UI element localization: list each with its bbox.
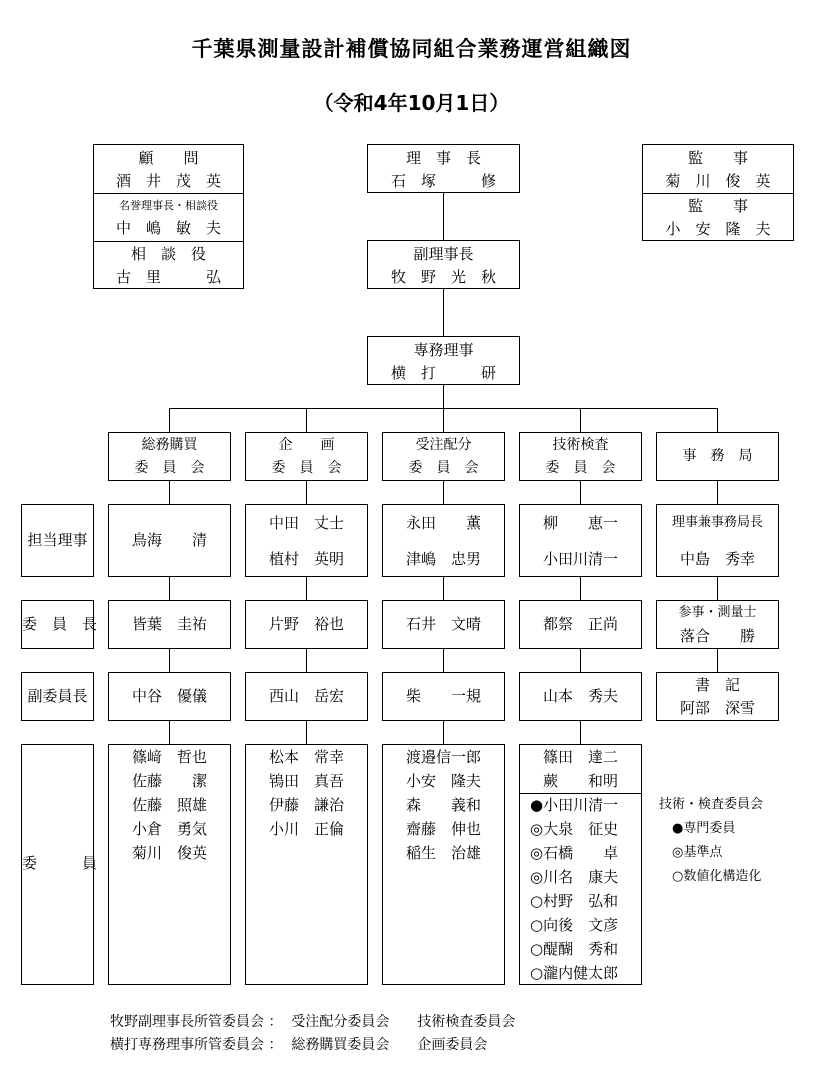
member-name: 篠田 達二 xyxy=(542,748,618,766)
person-name: 津嶋 忠男 xyxy=(405,550,481,568)
person-name: 片野 裕也 xyxy=(268,615,344,633)
person-name: 鳥海 清 xyxy=(131,531,207,549)
vice-chair-box xyxy=(108,672,231,721)
connector-drop-1 xyxy=(169,408,170,432)
member-name: 渡邉信一郎 xyxy=(405,748,481,766)
member-name: 伊藤 謙治 xyxy=(268,796,344,814)
auditor-role: 監 事 xyxy=(687,197,748,215)
connector-col1-a xyxy=(169,480,170,504)
connector-col2-a xyxy=(306,480,307,504)
connector-col1-d xyxy=(169,720,170,744)
committee-suffix: 委 員 会 xyxy=(545,460,616,476)
vice-chairman-role: 副理事長 xyxy=(413,245,474,263)
person-name: 中谷 優儀 xyxy=(131,687,207,705)
connector-col1-b xyxy=(169,576,170,600)
auditor-name: 小 安 隆 夫 xyxy=(665,220,771,238)
connector-col3-d xyxy=(443,720,444,744)
connector-col3-b xyxy=(443,576,444,600)
person-name: 皆葉 圭祐 xyxy=(131,615,207,633)
person-name: 小田川清一 xyxy=(542,550,618,568)
connector-col3-c xyxy=(443,648,444,672)
director-in-charge-box xyxy=(245,504,368,577)
person-name: 中島 秀幸 xyxy=(679,550,755,568)
committee-technical-inspection xyxy=(519,432,642,481)
person-name: 柴 一規 xyxy=(405,687,481,705)
chair-box xyxy=(108,600,231,649)
connector-col5-b xyxy=(717,576,718,600)
row-label-text: 委 員 長 xyxy=(22,615,98,633)
connector-col5-a xyxy=(717,480,718,504)
clerk-box xyxy=(656,672,779,721)
footer-note: 横打専務理事所管委員会 ： 総務購買委員会 企画委員会 xyxy=(110,1037,488,1053)
person-name: 石井 文晴 xyxy=(405,615,481,633)
chair-box xyxy=(245,600,368,649)
auditor-name: 菊 川 俊 英 xyxy=(665,172,771,190)
honorary-chairman-name: 中 嶋 敏 夫 xyxy=(115,219,221,237)
director-in-charge-box xyxy=(108,504,231,577)
consultant-name: 古 里 弘 xyxy=(115,268,221,286)
legend-item: ●専門委員 xyxy=(672,821,736,836)
executive-director-box xyxy=(367,336,520,385)
vice-chair-box xyxy=(382,672,505,721)
member-name: 菊川 俊英 xyxy=(131,844,207,862)
committee-planning xyxy=(245,432,368,481)
director-in-charge-box xyxy=(519,504,642,577)
member-name: 松本 常幸 xyxy=(268,748,344,766)
committee-name: 受注配分 xyxy=(415,437,472,453)
member-name: ◎川名 康夫 xyxy=(530,868,619,886)
connector-col4-d xyxy=(580,720,581,744)
committee-suffix: 委 員 会 xyxy=(408,460,479,476)
chair-box xyxy=(519,600,642,649)
member-name: 小倉 勇気 xyxy=(131,820,207,838)
person-name: 植村 英明 xyxy=(268,550,344,568)
divider xyxy=(94,193,243,194)
divider xyxy=(94,241,243,242)
advisor-name: 酒 井 茂 英 xyxy=(115,172,221,190)
divider xyxy=(520,793,641,794)
footer-note: 牧野副理事長所管委員会 ： 受注配分委員会 技術検査委員会 xyxy=(110,1014,516,1030)
consultant-role: 相 談 役 xyxy=(130,245,206,263)
person-name: 阿部 深雪 xyxy=(679,699,755,717)
legend-item: ◎基準点 xyxy=(672,845,723,860)
auditors-box xyxy=(642,144,794,241)
row-label-text: 副委員長 xyxy=(27,687,88,705)
connector-col3-a xyxy=(443,480,444,504)
member-name: 篠﨑 哲也 xyxy=(131,748,207,766)
row-label-members xyxy=(21,744,98,985)
person-title: 参事・測量士 xyxy=(678,605,757,620)
member-name: ●小田川清一 xyxy=(530,796,619,814)
connector-col4-c xyxy=(580,648,581,672)
member-name: ○向後 文彦 xyxy=(530,916,619,934)
member-name: 佐藤 照雄 xyxy=(131,796,207,814)
chart-title: 千葉県測量設計補償協同組合業務運営組織図 xyxy=(191,37,632,61)
connector-chairman-vice xyxy=(443,192,444,240)
committee-suffix: 委 員 会 xyxy=(271,460,342,476)
member-name: ○瀧内健太郎 xyxy=(530,964,619,982)
connector-col2-c xyxy=(306,648,307,672)
committee-order-distribution xyxy=(382,432,505,481)
executive-director-role: 専務理事 xyxy=(413,341,474,359)
committee-name: 技術検査 xyxy=(552,437,609,453)
member-name: ○醍醐 秀和 xyxy=(530,940,619,958)
director-in-charge-box xyxy=(382,504,505,577)
committee-name: 企 画 xyxy=(278,437,335,453)
person-name: 西山 岳宏 xyxy=(268,687,344,705)
member-name: 鴇田 真吾 xyxy=(268,772,344,790)
secretariat-box xyxy=(656,432,779,481)
member-name: ◎大泉 征史 xyxy=(530,820,619,838)
row-label-vice-chair xyxy=(21,672,94,721)
member-name: 森 義和 xyxy=(405,796,481,814)
committee-suffix: 委 員 会 xyxy=(134,460,205,476)
tech-members-box xyxy=(519,744,642,985)
secretariat-head-box xyxy=(656,504,779,577)
advisors-box xyxy=(93,144,244,289)
legend-title: 技術・検査委員会 xyxy=(659,797,764,812)
chairman-name: 石 塚 修 xyxy=(390,172,496,190)
chairman-box xyxy=(367,144,520,193)
committee-general-affairs xyxy=(108,432,231,481)
person-name: 中田 丈士 xyxy=(268,514,344,532)
members-box xyxy=(245,744,368,985)
connector-col2-b xyxy=(306,576,307,600)
connector-drop-4 xyxy=(580,408,581,432)
member-name: ◎石橋 卓 xyxy=(530,844,619,862)
auditor-role: 監 事 xyxy=(687,149,748,167)
legend-item: ○数値化構造化 xyxy=(672,869,762,884)
connector-drop-3 xyxy=(443,408,444,432)
member-name: 小川 正倫 xyxy=(268,820,344,838)
chair-box xyxy=(382,600,505,649)
chairman-role: 理 事 長 xyxy=(405,149,481,167)
councilor-box xyxy=(656,600,779,649)
vice-chair-box xyxy=(245,672,368,721)
member-name: 小安 隆夫 xyxy=(405,772,481,790)
connector-vice-exec xyxy=(443,288,444,336)
executive-director-name: 横 打 研 xyxy=(390,364,496,382)
honorary-chairman-role: 名誉理事長・相談役 xyxy=(119,199,218,212)
person-name: 柳 恵一 xyxy=(542,514,618,532)
connector-col4-b xyxy=(580,576,581,600)
connector-col1-c xyxy=(169,648,170,672)
person-title: 理事兼事務局長 xyxy=(671,515,763,530)
members-box xyxy=(382,744,505,985)
vice-chairman-box xyxy=(367,240,520,289)
row-label-director-in-charge xyxy=(21,504,94,577)
member-name: 蕨 和明 xyxy=(542,772,618,790)
divider xyxy=(643,193,793,194)
connector-col2-d xyxy=(306,720,307,744)
secretariat-name: 事 務 局 xyxy=(682,448,753,464)
person-name: 落合 勝 xyxy=(679,627,755,645)
member-name: ○村野 弘和 xyxy=(530,892,619,910)
member-name: 稲生 治雄 xyxy=(405,844,481,862)
members-box xyxy=(108,744,231,985)
connector-col4-a xyxy=(580,480,581,504)
row-label-text: 委 員 xyxy=(22,854,98,872)
chart-date: （令和4年10月1日） xyxy=(313,91,510,115)
connector-drop-2 xyxy=(306,408,307,432)
person-name: 都祭 正尚 xyxy=(542,615,618,633)
connector-col5-c xyxy=(717,648,718,672)
connector-exec-bus xyxy=(443,384,444,408)
member-name: 齋藤 伸也 xyxy=(405,820,481,838)
row-label-text: 担当理事 xyxy=(27,531,88,549)
person-name: 永田 薫 xyxy=(405,514,481,532)
person-name: 山本 秀夫 xyxy=(542,687,618,705)
committee-name: 総務購買 xyxy=(141,437,198,453)
vice-chairman-name: 牧 野 光 秋 xyxy=(390,268,496,286)
person-title: 書 記 xyxy=(694,676,740,694)
member-name: 佐藤 潔 xyxy=(131,772,207,790)
advisor-role: 顧 問 xyxy=(138,149,199,167)
connector-drop-5 xyxy=(717,408,718,432)
vice-chair-box xyxy=(519,672,642,721)
row-label-chair xyxy=(21,600,98,649)
